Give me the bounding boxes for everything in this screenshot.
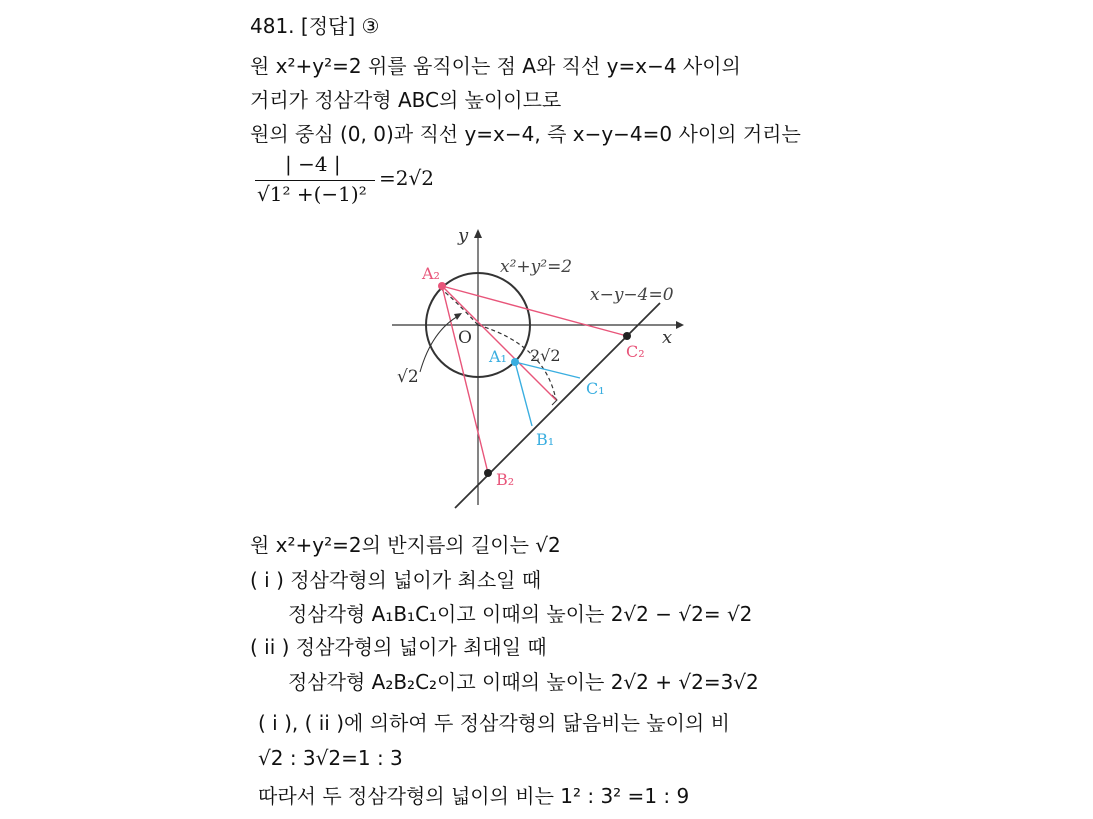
point-b2	[484, 469, 492, 477]
conclusion: 따라서 두 정삼각형의 넓이의 비는 1² : 3² =1 : 9	[258, 784, 690, 808]
distance-label: 2√2	[530, 346, 561, 365]
label-c1: C₁	[586, 379, 605, 398]
case1-body: 정삼각형 A₁B₁C₁이고 이때의 높이는 2√2 − √2= √2	[288, 602, 753, 626]
problem-number: 481.	[250, 14, 295, 38]
fraction-bar	[255, 180, 375, 181]
radius-label: √2	[397, 367, 419, 387]
ratio-statement: √2 : 3√2=1 : 3	[258, 746, 403, 770]
paragraph-line-2: 거리가 정삼각형 ABC의 높이이므로	[250, 88, 562, 112]
line-equation-label: x−y−4=0	[590, 285, 674, 305]
label-b1: B₁	[536, 430, 555, 449]
origin-label: O	[458, 328, 472, 348]
label-c2: C₂	[626, 342, 645, 361]
fraction-numerator: | −4 |	[285, 152, 341, 176]
x-axis-label: x	[662, 327, 673, 348]
ratio-intro: ( i ), ( ii )에 의하여 두 정삼각형의 닮음비는 높이의 비	[258, 711, 730, 735]
answer-label: [정답] ③	[300, 14, 380, 38]
point-a1	[511, 358, 519, 366]
label-b2: B₂	[496, 470, 515, 489]
geometry-figure	[385, 222, 695, 517]
label-a1: A₁	[489, 347, 507, 366]
point-c2	[623, 332, 631, 340]
y-axis-label: y	[458, 225, 469, 246]
point-a2	[438, 282, 446, 290]
paragraph-line-3: 원의 중심 (0, 0)과 직선 y=x−4, 즉 x−y−4=0 사이의 거리는	[250, 122, 801, 146]
fraction-result: =2√2	[379, 166, 434, 190]
radius-pointer-arrowhead	[454, 313, 462, 320]
radius-statement: 원 x²+y²=2의 반지름의 길이는 √2	[250, 533, 561, 557]
y-axis-arrow	[474, 229, 482, 238]
problem-header	[250, 12, 379, 40]
case1-title: ( i ) 정삼각형의 넓이가 최소일 때	[250, 568, 542, 592]
x-axis-arrow	[676, 321, 684, 329]
circle-equation-label: x²+y²=2	[500, 257, 573, 277]
label-a2: A₂	[422, 264, 440, 283]
paragraph-line-1: 원 x²+y²=2 위를 움직이는 점 A와 직선 y=x−4 사이의	[250, 54, 741, 78]
fraction-denominator: √1² +(−1)²	[257, 182, 367, 206]
case2-title: ( ii ) 정삼각형의 넓이가 최대일 때	[250, 635, 547, 659]
case2-body: 정삼각형 A₂B₂C₂이고 이때의 높이는 2√2 + √2=3√2	[288, 670, 759, 694]
